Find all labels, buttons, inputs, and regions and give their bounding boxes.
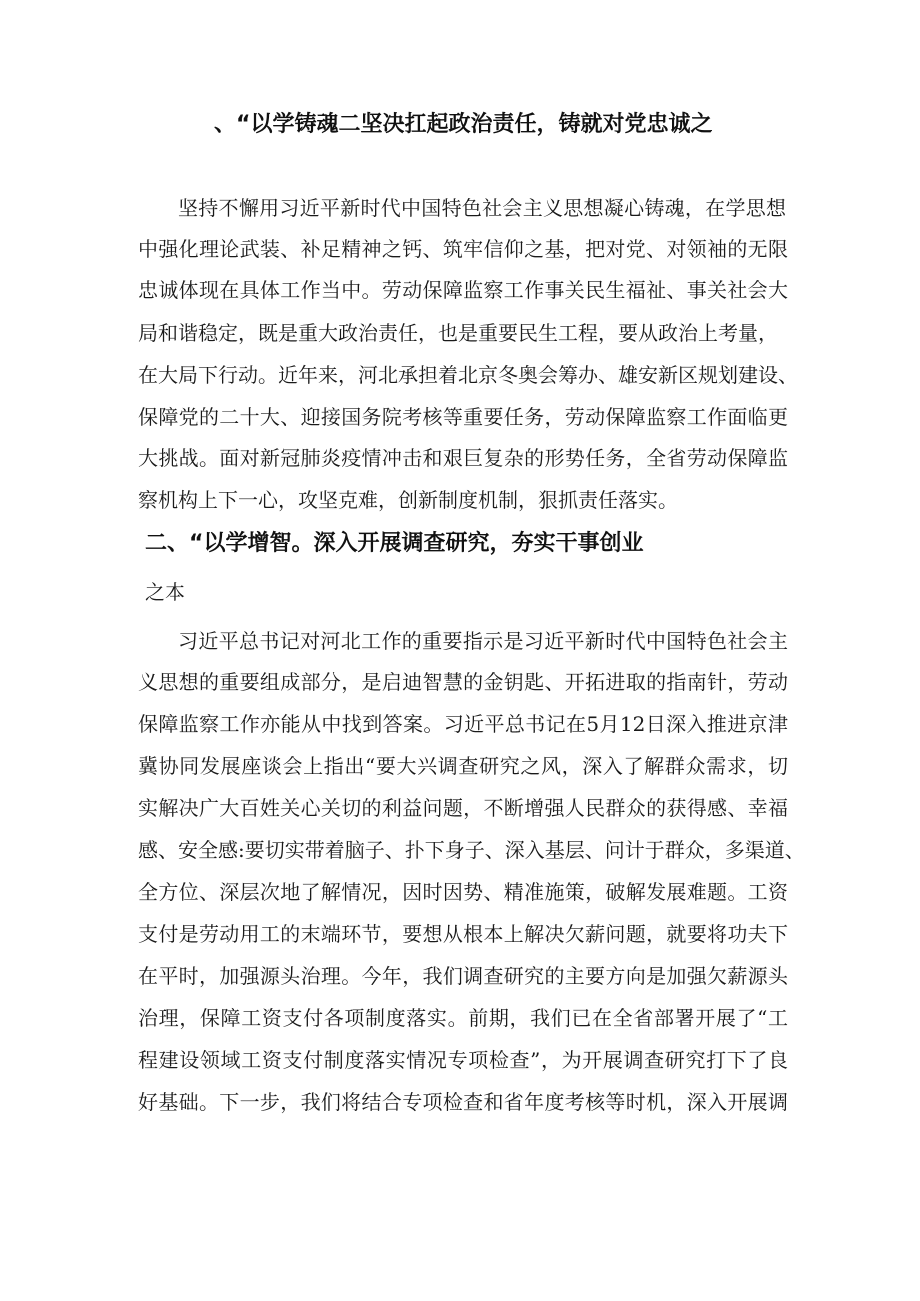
text-line: 在大局下行动。近年来，河北承担着北京冬奥会筹办、雄安新区规划建设、 <box>138 363 798 387</box>
text-line: 实解决广大百姓关心关切的利益问题，不断增强人民群众的获得感、幸福 <box>138 796 788 820</box>
section-2-heading: 二、“以学增智。深入开展调查研究，夯实干事创业 <box>145 531 644 556</box>
text-line: 冀协同发展座谈会上指出“要大兴调查研究之风，深入了解群众需求，切 <box>138 754 788 778</box>
text-line: 忠诚体现在具体工作当中。劳动保障监察工作事关民生福祉、事关社会大 <box>138 278 788 302</box>
text-line: 支付是劳动用工的末端环节，要想从根本上解决欠薪问题，就要将功夫下 <box>138 922 788 946</box>
text-line: 义思想的重要组成部分，是启迪智慧的金钥匙、开拓进取的指南针，劳动 <box>138 670 788 694</box>
text-line: 程建设领域工资支付制度落实情况专项检查”，为开展调查研究打下了良 <box>138 1048 788 1072</box>
section-2-heading-continuation: 之本 <box>145 580 185 604</box>
text-line: 全方位、深层次地了解情况，因时因势、精准施策，破解发展难题。工资 <box>138 880 788 904</box>
text-line: 好基础。下一步，我们将结合专项检查和省年度考核等时机，深入开展调 <box>138 1090 788 1114</box>
text-line: 中强化理论武装、补足精神之钙、筑牢信仰之基，把对党、对领袖的无限 <box>138 237 788 261</box>
text-line: 局和谐稳定，既是重大政治责任，也是重要民生工程，要从政治上考量， <box>138 321 778 345</box>
text-line: 大挑战。面对新冠肺炎疫情冲击和艰巨复杂的形势任务，全省劳动保障监 <box>138 446 788 470</box>
text-line: 保障党的二十大、迎接国务院考核等重要任务，劳动保障监察工作面临更 <box>138 405 788 429</box>
text-line: 察机构上下一心，攻坚克难，创新制度机制，狠抓责任落实。 <box>138 488 678 512</box>
section-1-heading: 、“以学铸魂二坚决扛起政治责任，铸就对党忠诚之 <box>214 112 713 137</box>
text-line: 坚持不懈用习近平新时代中国特色社会主义思想凝心铸魂，在学思想 <box>178 196 786 220</box>
text-line: 在平时，加强源头治理。今年，我们调查研究的主要方向是加强欠薪源头 <box>138 964 788 988</box>
text-line: 感、安全感:要切实带着脑子、扑下身子、深入基层、问计于群众，多渠道、 <box>138 838 805 862</box>
text-line: 治理，保障工资支付各项制度落实。前期，我们已在全省部署开展了“工 <box>138 1006 788 1030</box>
text-line: 保障监察工作亦能从中找到答案。习近平总书记在5月12日深入推进京津 <box>138 712 788 736</box>
text-line: 习近平总书记对河北工作的重要指示是习近平新时代中国特色社会主 <box>178 629 788 653</box>
